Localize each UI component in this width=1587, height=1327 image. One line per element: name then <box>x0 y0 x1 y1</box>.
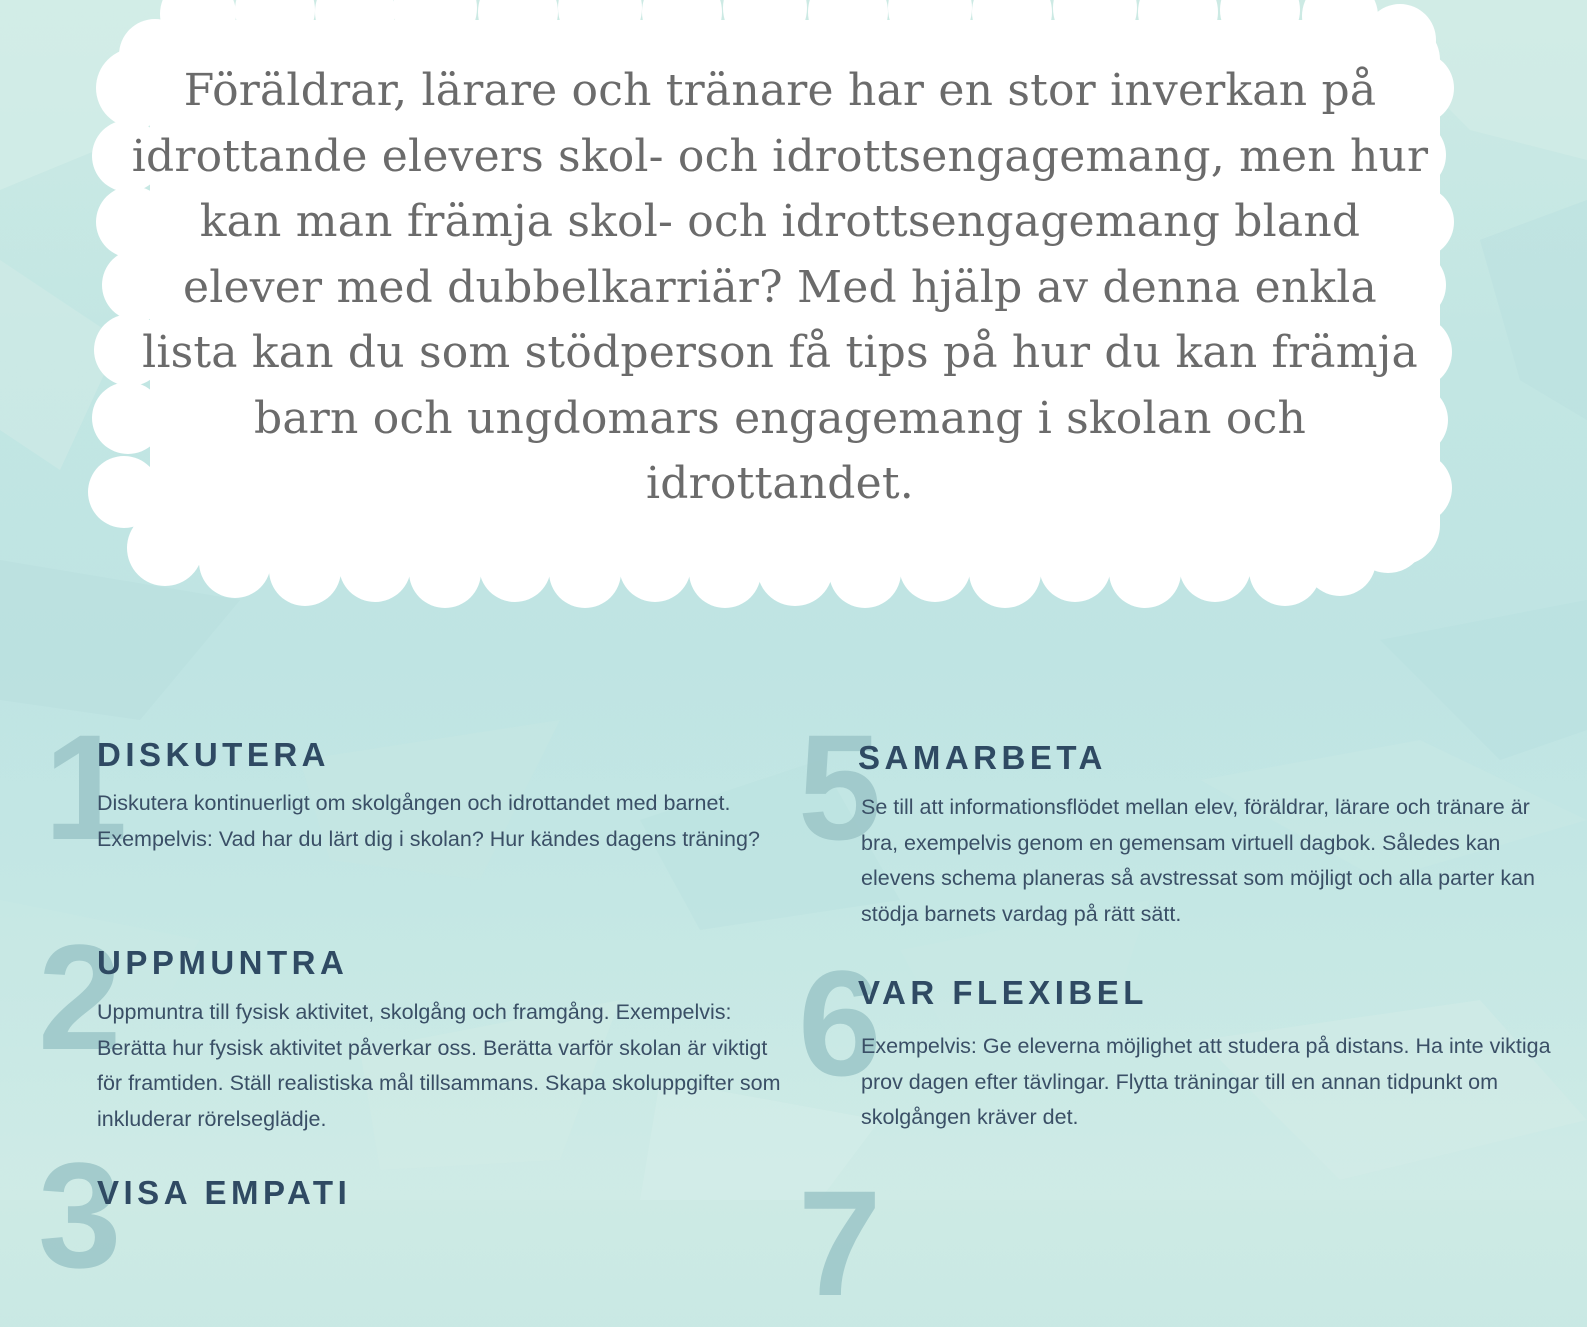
tip-text-6: Exempelvis: Ge eleverna möjlighet att studera på distans. Ha inte viktiga prov dagen efter tävlingar. Flytta träningar till en annan tidpunkt om skolgången kräver det. <box>861 1034 1551 1130</box>
intro-text: Föräldrar, lärare och tränare har en stor inverkan på idrottande elevers skol- och idrottsengagemang, men hur kan man främja skol- och idrottsengagemang bland elever med dubbelkarriär? Med hjälp av denna enkla lista kan du som stödperson få tips på hur du kan främja barn och ungdomars engagemang i skolan och idrottandet. <box>131 65 1429 509</box>
tip-title-1: DISKUTERA <box>97 736 331 773</box>
tip-number-6: 6 <box>798 939 882 1107</box>
tip-text-1: Diskutera kontinuerligt om skolgången och idrottandet med barnet. Exempelvis: Vad har du lärt dig i skolan? Hur kändes dagens träning? <box>97 791 760 851</box>
tip-title-2: UPPMUNTRA <box>97 944 349 981</box>
tip-text-2: Uppmuntra till fysisk aktivitet, skolgång och framgång. Exempelvis: Berätta hur fysisk aktivitet påverkar oss. Berätta varför skolan är viktigt för framtiden. Ställ realistiska mål tillsammans. Skapa skoluppgifter som inkluderar rörelseglädje. <box>97 1000 781 1132</box>
tip-number-5: 5 <box>798 703 882 871</box>
tip-number-2: 2 <box>38 913 122 1081</box>
tip-text-5: Se till att informationsflödet mellan elev, föräldrar, lärare och tränare är bra, exempelvis genom en gemensam virtuell dagbok. Således kan elevens schema planeras så avstressat som möjligt och alla parter kan stödja barnets vardag på rätt sätt. <box>861 795 1535 927</box>
tip-number-7: 7 <box>798 1159 882 1327</box>
tip-number-3: 3 <box>38 1131 122 1299</box>
tip-title-6: VAR FLEXIBEL <box>858 974 1148 1011</box>
tip-number-1: 1 <box>44 703 128 871</box>
tip-title-3: VISA EMPATI <box>97 1174 352 1211</box>
tip-title-5: SAMARBETA <box>858 739 1107 776</box>
